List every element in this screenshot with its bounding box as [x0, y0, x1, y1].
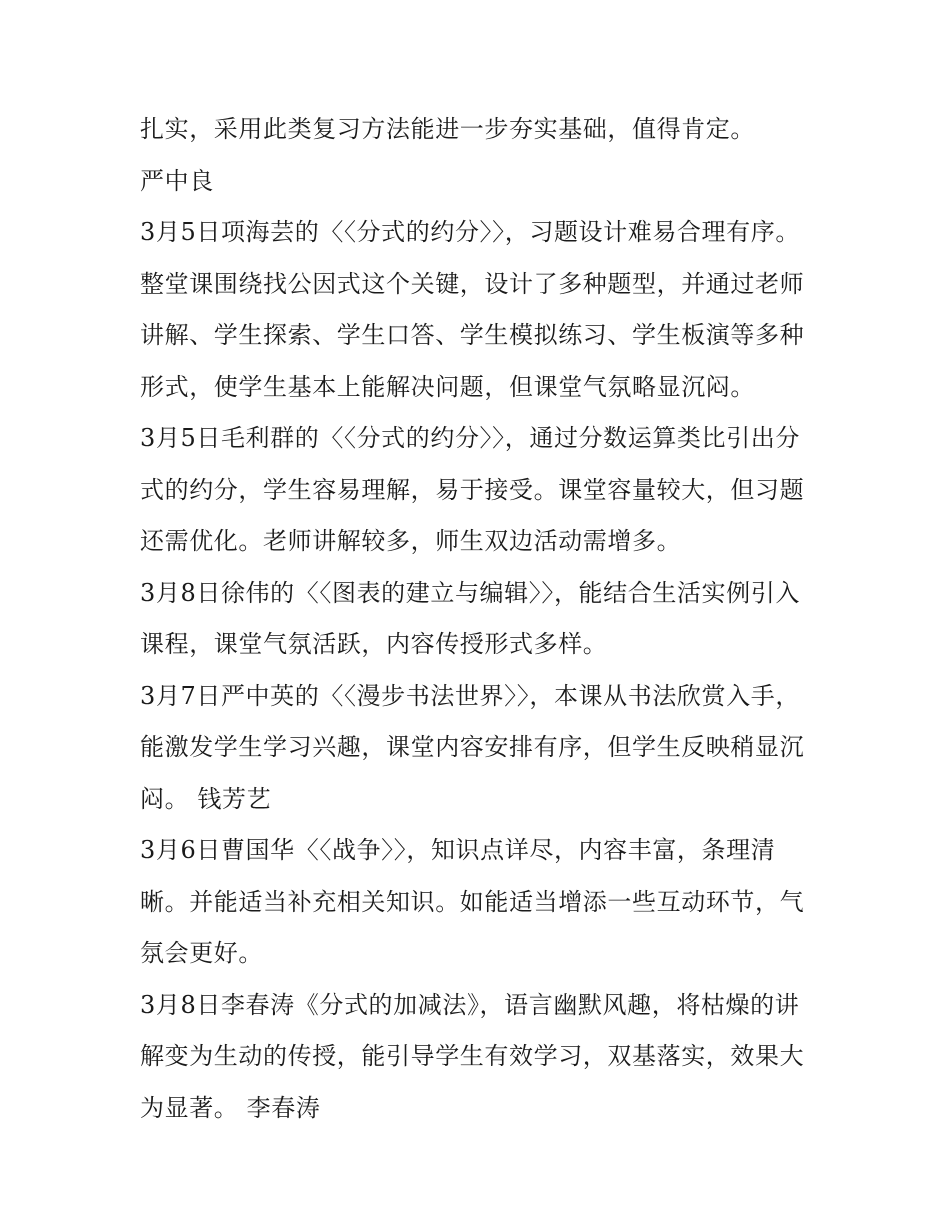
paragraph-lesson-review: 3月7日严中英的〈〈漫步书法世界〉〉，本课从书法欣赏入手，能激发学生学习兴趣，课堂内容安排有序，但学生反映稍显沉闷。 钱芳艺 [140, 681, 805, 813]
paragraph-lesson-review: 3月5日毛利群的〈〈分式的约分〉〉，通过分数运算类比引出分式的约分，学生容易理解，易于接受。课堂容量较大，但习题还需优化。老师讲解较多，师生双边活动需增多。 [140, 424, 805, 555]
paragraph-lesson-review: 3月8日李春涛《分式的加减法》，语言幽默风趣，将枯燥的讲解变为生动的传授，能引导学生有效学习，双基落实，效果大为显著。 李春涛 [140, 990, 805, 1122]
paragraph-lesson-review: 3月5日项海芸的〈〈分式的约分〉〉，习题设计难易合理有序。整堂课围绕找公因式这个关键，设计了多种题型，并通过老师讲解、学生探索、学生口答、学生模拟练习、学生板演等多种形式，使学生基本上能解决问题，但课堂气氛略显沉闷。 [140, 218, 805, 401]
paragraph-author-name: 严中良 [140, 166, 214, 195]
paragraph-lesson-review: 3月8日徐伟的〈〈图表的建立与编辑〉〉，能结合生活实例引入课程，课堂气氛活跃，内容传授形式多样。 [140, 578, 800, 658]
paragraph-review-summary: 扎实，采用此类复习方法能进一步夯实基础，值得肯定。 [140, 115, 755, 143]
paragraph-lesson-review: 3月6日曹国华〈〈战争〉〉，知识点详尽，内容丰富，条理清晰。并能适当补充相关知识。如能适当增添一些互动环节，气氛会更好。 [140, 836, 805, 967]
document-body [140, 104, 820, 1134]
